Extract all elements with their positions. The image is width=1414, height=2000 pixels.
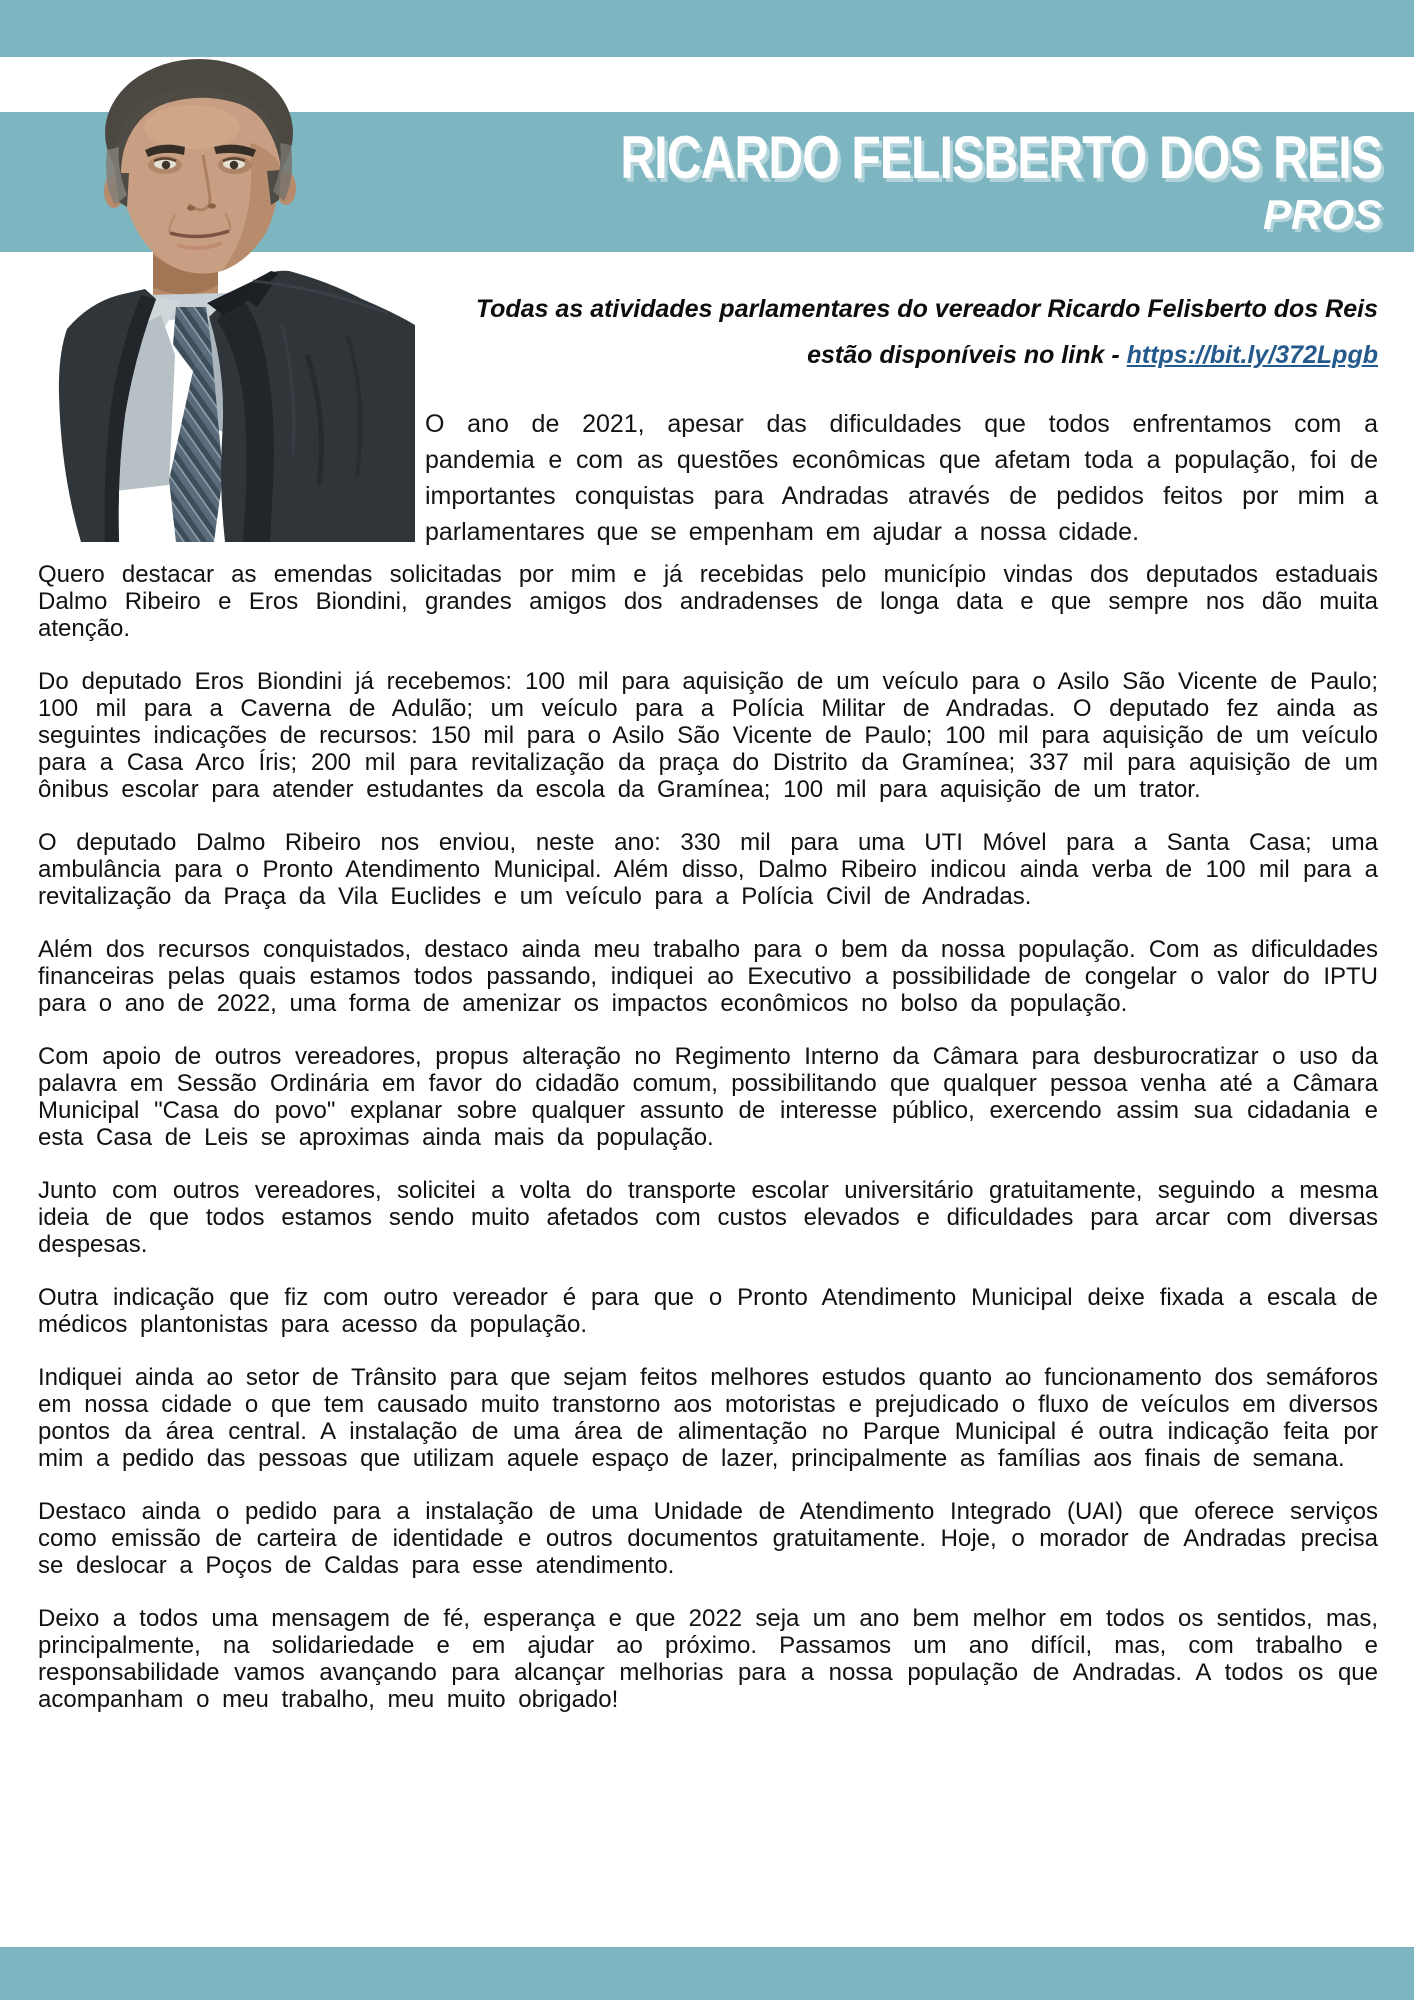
top-teal-bar <box>0 0 1414 57</box>
body-paragraph: Com apoio de outros vereadores, propus alteração no Regimento Interno da Câmara para desburocratizar o uso da palavra em Sessão Ordinária em favor do cidadão comum, possibilitando que qualquer pessoa venha até a Câmara Municipal "Casa do povo" explanar sobre qualquer assunto de interesse público, exercendo assim sua cidadania e esta Casa de Leis se aproximas ainda mais da população. <box>38 1043 1378 1151</box>
intro-line2-prefix: estão disponíveis no link - <box>807 341 1127 369</box>
intro-line2 <box>230 332 1378 378</box>
bottom-teal-bar <box>0 1947 1414 2000</box>
intro-note <box>230 286 1378 378</box>
body-paragraph: Deixo a todos uma mensagem de fé, esperança e que 2022 seja um ano bem melhor em todos os sentidos, mas, principalmente, na solidariedade e em ajudar ao próximo. Passamos um ano difícil, mas, com trabalho e responsabilidade vamos avançando para alcançar melhorias para a nossa população de Andradas. A todos os que acompanham o meu trabalho, meu muito obrigado! <box>38 1605 1378 1713</box>
bitly-link[interactable]: https://bit.ly/372Lpgb <box>1126 341 1378 369</box>
body-paragraph: Outra indicação que fiz com outro vereador é para que o Pronto Atendimento Municipal deixe fixada a escala de médicos plantonistas para acesso da população. <box>38 1284 1378 1338</box>
page-title: RICARDO FELISBERTO DOS REIS <box>620 124 1382 192</box>
body-paragraph: Indiquei ainda ao setor de Trânsito para que sejam feitos melhores estudos quanto ao funcionamento dos semáforos em nossa cidade o que tem causado muito transtorno aos motoristas e prejudicado o fluxo de veículos em diversos pontos da área central. A instalação de uma área de alimentação no Parque Municipal é outra indicação feita por mim a pedido das pessoas que utilizam aquele espaço de lazer, principalmente as famílias aos finais de semana. <box>38 1364 1378 1472</box>
body-paragraph: Junto com outros vereadores, solicitei a volta do transporte escolar universitário gratuitamente, seguindo a mesma ideia de que todos estamos sendo muito afetados com custos elevados e dificuldades para arcar com diversas despesas. <box>38 1177 1378 1258</box>
party-label: PROS <box>1262 190 1382 238</box>
body-paragraph: Destaco ainda o pedido para a instalação de uma Unidade de Atendimento Integrado (UAI) que oferece serviços como emissão de carteira de identidade e outros documentos gratuitamente. Hoje, o morador de Andradas precisa se deslocar a Poços de Caldas para esse atendimento. <box>38 1498 1378 1579</box>
body-paragraph: O deputado Dalmo Ribeiro nos enviou, neste ano: 330 mil para uma UTI Móvel para a Santa Casa; uma ambulância para o Pronto Atendimento Municipal. Além disso, Dalmo Ribeiro indicou ainda verba de 100 mil para a revitalização da Praça da Vila Euclides e um veículo para a Polícia Civil de Andradas. <box>38 829 1378 910</box>
lead-paragraph: O ano de 2021, apesar das dificuldades que todos enfrentamos com a pandemia e com as questões econômicas que afetam toda a população, foi de importantes conquistas para Andradas através de pedidos feitos por mim a parlamentares que se empenham em ajudar a nossa cidade. <box>425 410 1378 546</box>
body-paragraph: Quero destacar as emendas solicitadas por mim e já recebidas pelo município vindas dos deputados estaduais Dalmo Ribeiro e Eros Biondini, grandes amigos dos andradenses de longa data e que sempre nos dão muita atenção. <box>38 561 1378 642</box>
body-paragraph: Além dos recursos conquistados, destaco ainda meu trabalho para o bem da nossa população. Com as dificuldades financeiras pelas quais estamos todos passando, indiquei ao Executivo a possibilidade de congelar o valor do IPTU para o ano de 2022, uma forma de amenizar os impactos econômicos no bolso da população. <box>38 936 1378 1017</box>
intro-line1: Todas as atividades parlamentares do vereador Ricardo Felisberto dos Reis <box>475 295 1378 323</box>
body-text <box>38 561 1378 1739</box>
body-paragraph: Do deputado Eros Biondini já recebemos: 100 mil para aquisição de um veículo para o Asilo São Vicente de Paulo; 100 mil para a Caverna de Adulão; um veículo para a Polícia Militar de Andradas. O deputado fez ainda as seguintes indicações de recursos: 150 mil para o Asilo São Vicente de Paulo; 100 mil para aquisição de um veículo para a Casa Arco Íris; 200 mil para revitalização da praça do Distrito da Gramínea; 337 mil para aquisição de um ônibus escolar para atender estudantes da escola da Gramínea; 100 mil para aquisição de um trator. <box>38 668 1378 803</box>
